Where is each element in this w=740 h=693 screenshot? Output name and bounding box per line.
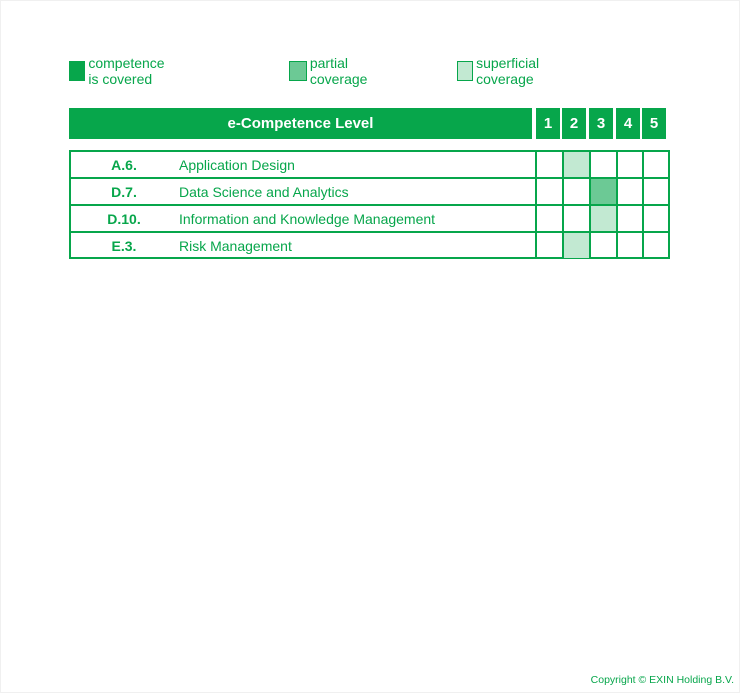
competence-name: Application Design: [179, 156, 295, 173]
header-title: e-Competence Level: [69, 108, 532, 139]
competence-name: Data Science and Analytics: [179, 183, 349, 200]
legend-label-partial: partial coverage: [309, 55, 368, 87]
column-divider: [589, 152, 591, 257]
table-row: [71, 179, 668, 206]
table-row: [71, 206, 668, 233]
competence-name: Risk Management: [179, 237, 292, 254]
legend-item-superficial: [457, 55, 549, 87]
column-divider: [642, 152, 644, 257]
level-header-3: 3: [589, 108, 613, 139]
competence-table: [69, 150, 670, 259]
legend-swatch-partial: [289, 61, 307, 81]
legend-swatch-superficial: [457, 61, 473, 81]
legend-label-superficial: superficial coverage: [476, 55, 540, 87]
competence-code: D.10.: [107, 210, 141, 227]
level-header-2: 2: [562, 108, 586, 139]
coverage-cell: [564, 233, 589, 258]
competence-name: Information and Knowledge Management: [179, 210, 436, 227]
legend-item-covered: [69, 55, 174, 87]
copyright-notice: Copyright © EXIN Holding B.V.: [590, 674, 734, 686]
level-header-1: 1: [536, 108, 560, 139]
coverage-cell: [564, 152, 589, 177]
level-header-5: 5: [642, 108, 666, 139]
legend-swatch-covered: [69, 61, 85, 81]
level-header-4: 4: [616, 108, 640, 139]
coverage-cell: [591, 179, 616, 204]
competence-code: D.7.: [111, 183, 137, 200]
coverage-cell: [591, 206, 616, 231]
competence-code: E.3.: [111, 237, 137, 254]
legend-item-partial: [289, 55, 376, 87]
column-divider: [616, 152, 618, 257]
competence-code: A.6.: [111, 156, 137, 173]
legend-label-covered: competence is covered: [88, 55, 165, 87]
column-divider: [535, 152, 537, 257]
